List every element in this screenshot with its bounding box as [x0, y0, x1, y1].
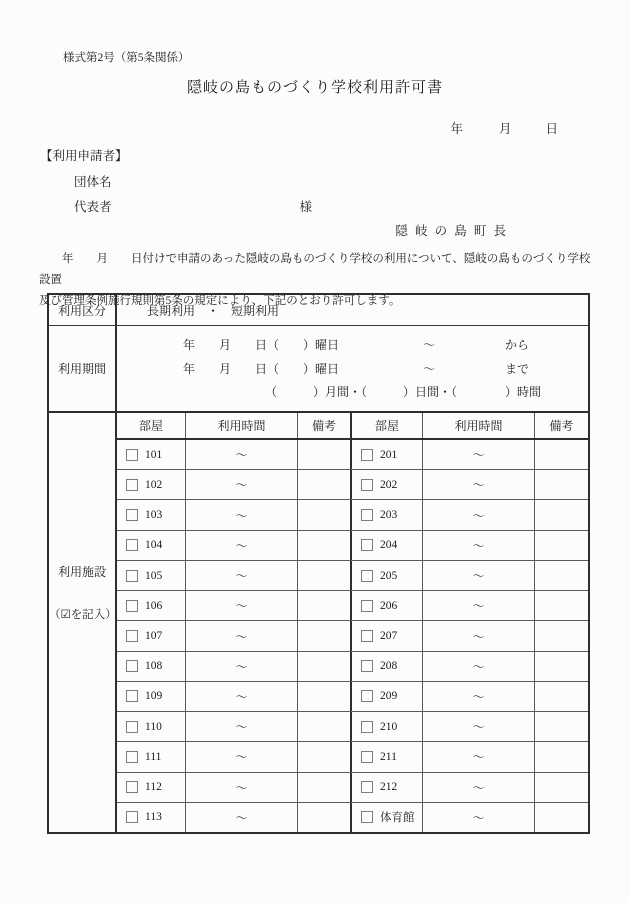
rooms-body [117, 440, 588, 832]
remark-cell-left [297, 440, 350, 469]
room-number-right: 206 [380, 599, 398, 612]
room-row [117, 802, 588, 832]
issue-date-line [450, 119, 558, 137]
room-row [117, 772, 588, 802]
remark-cell-right [534, 773, 588, 802]
time-cell-left [185, 803, 297, 832]
remark-cell-left [297, 470, 350, 499]
checkbox-icon [361, 630, 373, 642]
checkbox-icon [361, 751, 373, 763]
period-line-from [117, 336, 588, 354]
time-cell-right [422, 440, 534, 469]
room-cell-right [350, 440, 422, 469]
tilde-mark: ～ [235, 538, 248, 553]
checkbox-icon [126, 660, 138, 672]
remark-cell-left [297, 621, 350, 650]
column-header-room-left: 部屋 [138, 419, 163, 433]
tilde-mark: ～ [472, 448, 485, 463]
checkbox-icon [126, 781, 138, 793]
permit-table [47, 293, 590, 834]
facility-section [49, 411, 588, 832]
document-title: 隠岐の島ものづくり学校利用許可書 [186, 80, 443, 96]
representative-label: 代表者 [74, 200, 112, 214]
room-row [117, 440, 588, 469]
room-number-right: 体育館 [380, 812, 415, 825]
tilde-mark: ～ [472, 780, 485, 795]
checkbox-icon [361, 660, 373, 672]
period-duration-line: （ ）月間・（ ）日間・（ ）時間 [265, 385, 542, 400]
remark-cell-right [534, 621, 588, 650]
remark-cell-left [297, 500, 350, 529]
remark-cell-right [534, 591, 588, 620]
room-cell-right [350, 591, 422, 620]
date-month-label: 月 [498, 122, 512, 136]
time-cell-right [422, 500, 534, 529]
remark-cell-left [297, 712, 350, 741]
rooms-grid [117, 413, 588, 832]
facility-label-line2: （☑を記入） [49, 609, 117, 621]
usage-period-content [117, 326, 588, 411]
remark-cell-right [534, 531, 588, 560]
tilde-mark: ～ [472, 599, 485, 614]
remark-cell-right [534, 561, 588, 590]
remark-cell-right [534, 742, 588, 771]
checkbox-icon [126, 479, 138, 491]
room-row [117, 499, 588, 529]
tilde-mark: ～ [472, 810, 485, 825]
tilde-mark: ～ [472, 659, 485, 674]
time-cell-right [422, 621, 534, 650]
mayor-title: 隠 岐 の 島 町 長 [395, 224, 508, 238]
room-number-left: 102 [145, 478, 163, 491]
time-cell-left [185, 591, 297, 620]
room-number-right: 210 [380, 720, 398, 733]
room-cell-left [117, 470, 185, 499]
time-cell-right [422, 531, 534, 560]
group-name-label: 団体名 [74, 175, 112, 189]
facility-label [49, 563, 115, 622]
room-row [117, 469, 588, 499]
room-number-left: 110 [145, 720, 162, 733]
room-row [117, 741, 588, 771]
facility-label-line1: 利用施設 [57, 565, 106, 579]
column-header-room-right: 部屋 [350, 413, 422, 438]
room-cell-right [350, 652, 422, 681]
time-cell-right [422, 652, 534, 681]
room-cell-left [117, 682, 185, 711]
tilde-mark: ～ [472, 720, 485, 735]
tilde-mark: ～ [472, 629, 485, 644]
time-cell-left [185, 712, 297, 741]
room-number-right: 205 [380, 569, 398, 582]
period-line-to [117, 360, 588, 378]
checkbox-icon [126, 721, 138, 733]
time-cell-right [422, 712, 534, 741]
room-cell-right [350, 500, 422, 529]
tilde-mark: ～ [472, 689, 485, 704]
column-header-remark-left: 備考 [297, 413, 350, 438]
time-cell-left [185, 500, 297, 529]
room-row [117, 590, 588, 620]
room-cell-left [117, 712, 185, 741]
remark-cell-right [534, 652, 588, 681]
room-number-left: 104 [145, 539, 163, 552]
checkbox-icon [361, 449, 373, 461]
tilde-mark: ～ [235, 659, 248, 674]
room-number-right: 211 [380, 750, 397, 763]
form-number: 様式第2号（第5条関係） [63, 52, 190, 64]
room-cell-left [117, 803, 185, 832]
time-cell-left [185, 531, 297, 560]
room-number-right: 203 [380, 509, 398, 522]
remark-cell-right [534, 500, 588, 529]
tilde-mark: ～ [423, 361, 436, 376]
tilde-mark: ～ [235, 629, 248, 644]
room-number-left: 103 [145, 509, 163, 522]
room-row [117, 560, 588, 590]
column-header-time-right: 利用時間 [422, 413, 534, 438]
column-header-time-left: 利用時間 [185, 413, 297, 438]
date-year-label: 年 [450, 122, 463, 136]
time-cell-left [185, 773, 297, 802]
room-number-left: 111 [145, 750, 162, 763]
tilde-mark: ～ [235, 780, 248, 795]
room-number-left: 101 [145, 448, 163, 461]
room-cell-left [117, 561, 185, 590]
room-cell-right [350, 712, 422, 741]
room-number-left: 112 [145, 781, 162, 794]
room-number-left: 106 [145, 599, 163, 612]
tilde-mark: ～ [472, 508, 485, 523]
room-cell-right [350, 773, 422, 802]
body-line-2: 及び管理条例施行規則第5条の規定により、下記のとおり許可します。 [39, 295, 401, 307]
time-cell-left [185, 470, 297, 499]
room-row [117, 651, 588, 681]
rooms-header-row [117, 413, 588, 440]
room-cell-right [350, 621, 422, 650]
tilde-mark: ～ [235, 750, 248, 765]
remark-cell-left [297, 682, 350, 711]
remark-cell-left [297, 773, 350, 802]
room-number-left: 105 [145, 569, 163, 582]
room-cell-left [117, 500, 185, 529]
time-cell-right [422, 591, 534, 620]
column-header-remark-right: 備考 [534, 413, 588, 438]
room-cell-left [117, 440, 185, 469]
checkbox-icon [361, 781, 373, 793]
tilde-mark: ～ [235, 810, 248, 825]
room-number-right: 207 [380, 630, 398, 643]
remark-cell-right [534, 682, 588, 711]
checkbox-icon [361, 600, 373, 612]
room-number-left: 107 [145, 630, 163, 643]
applicant-section-header: 【利用申請者】 [40, 149, 128, 163]
honorific-label: 様 [299, 200, 313, 214]
checkbox-icon [126, 570, 138, 582]
checkbox-icon [361, 509, 373, 521]
tilde-mark: ～ [235, 448, 248, 463]
usage-category-row [49, 295, 588, 325]
checkbox-icon [361, 690, 373, 702]
checkbox-icon [361, 721, 373, 733]
tilde-mark: ～ [235, 720, 248, 735]
remark-cell-right [534, 712, 588, 741]
checkbox-icon [126, 630, 138, 642]
checkbox-icon [126, 539, 138, 551]
room-cell-right [350, 531, 422, 560]
room-cell-left [117, 742, 185, 771]
room-number-right: 204 [380, 539, 398, 552]
room-row [117, 681, 588, 711]
room-row [117, 711, 588, 741]
time-cell-right [422, 682, 534, 711]
date-day-label: 日 [545, 122, 558, 136]
room-number-left: 108 [145, 660, 163, 673]
room-number-right: 208 [380, 660, 398, 673]
checkbox-icon [126, 811, 138, 823]
remark-cell-right [534, 440, 588, 469]
room-cell-right [350, 803, 422, 832]
time-cell-right [422, 561, 534, 590]
period-to-label: まで [505, 361, 530, 376]
tilde-mark: ～ [472, 478, 485, 493]
period-date-blank: 年 月 日（ ）曜日 [183, 361, 340, 376]
remark-cell-left [297, 561, 350, 590]
checkbox-icon [126, 449, 138, 461]
tilde-mark: ～ [235, 569, 248, 584]
room-number-right: 202 [380, 478, 398, 491]
room-number-right: 209 [380, 690, 398, 703]
tilde-mark: ～ [235, 599, 248, 614]
tilde-mark: ～ [423, 337, 436, 352]
room-number-right: 201 [380, 448, 398, 461]
checkbox-icon [126, 600, 138, 612]
tilde-mark: ～ [472, 538, 485, 553]
checkbox-icon [361, 479, 373, 491]
checkbox-icon [126, 690, 138, 702]
time-cell-left [185, 742, 297, 771]
room-cell-left [117, 652, 185, 681]
tilde-mark: ～ [235, 689, 248, 704]
representative-row [74, 197, 312, 215]
time-cell-right [422, 470, 534, 499]
room-number-left: 109 [145, 690, 163, 703]
room-row [117, 530, 588, 560]
tilde-mark: ～ [472, 750, 485, 765]
room-number-left: 113 [145, 811, 162, 824]
room-cell-right [350, 561, 422, 590]
room-cell-right [350, 742, 422, 771]
remark-cell-right [534, 803, 588, 832]
tilde-mark: ～ [235, 478, 248, 493]
room-number-right: 212 [380, 781, 398, 794]
room-cell-right [350, 682, 422, 711]
facility-label-cell [49, 413, 117, 832]
checkbox-icon [126, 509, 138, 521]
time-cell-left [185, 682, 297, 711]
period-date-blank: 年 月 日（ ）曜日 [183, 337, 340, 352]
checkbox-icon [361, 811, 373, 823]
remark-cell-left [297, 803, 350, 832]
remark-cell-right [534, 470, 588, 499]
time-cell-right [422, 773, 534, 802]
usage-category-label: 利用区分 [49, 295, 117, 325]
time-cell-right [422, 803, 534, 832]
body-line-1: 年 月 日付けで申請のあった隠岐の島ものづくり学校の利用について、隠岐の島ものづくり学校設置 [39, 253, 591, 286]
usage-period-label: 利用期間 [49, 326, 117, 411]
room-cell-right [350, 470, 422, 499]
time-cell-left [185, 561, 297, 590]
remark-cell-left [297, 742, 350, 771]
room-row [117, 620, 588, 650]
room-cell-left [117, 621, 185, 650]
time-cell-left [185, 440, 297, 469]
room-cell-left [117, 591, 185, 620]
remark-cell-left [297, 652, 350, 681]
usage-period-row [49, 325, 588, 411]
time-cell-left [185, 652, 297, 681]
time-cell-left [185, 621, 297, 650]
time-cell-right [422, 742, 534, 771]
room-cell-left [117, 531, 185, 560]
tilde-mark: ～ [235, 508, 248, 523]
checkbox-icon [126, 751, 138, 763]
usage-category-value: 長期利用 ・ 短期利用 [147, 303, 280, 318]
checkbox-icon [361, 539, 373, 551]
checkbox-icon [361, 570, 373, 582]
room-cell-left [117, 773, 185, 802]
period-from-label: から [505, 337, 530, 352]
tilde-mark: ～ [472, 569, 485, 584]
remark-cell-left [297, 591, 350, 620]
remark-cell-left [297, 531, 350, 560]
